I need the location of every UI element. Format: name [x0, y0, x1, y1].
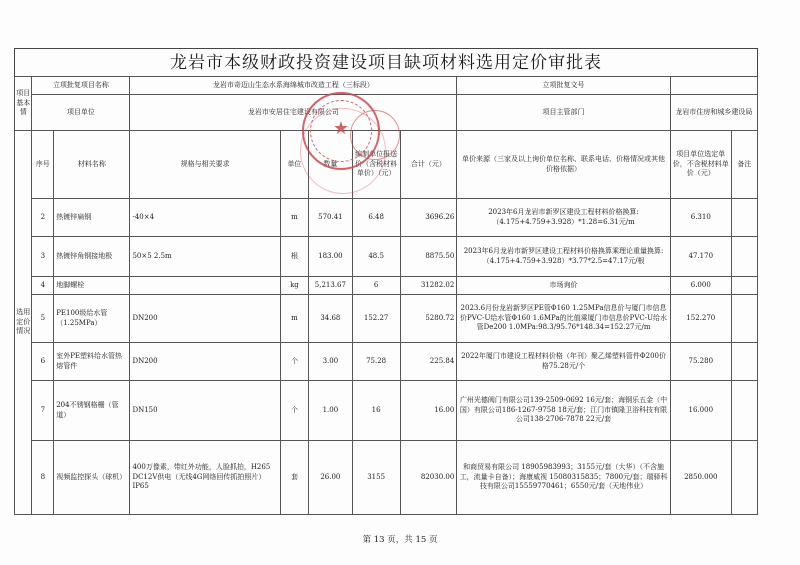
- row-source: 2023.6月份龙岩新罗区PE管Φ160 1.25MPa信息价与厦门市信息价PVC-U给水管Φ160 1.6MPa的比值乘厦门市信息价PVC-U给水管De200 1.0MPa:98.3/95.76*148.34=152.27元/m: [457, 295, 671, 343]
- row-spec: [130, 277, 280, 295]
- row-price: 48.5: [352, 237, 400, 277]
- project-name-label: 立项批复项目名称: [32, 77, 130, 95]
- row-seq: 3: [32, 237, 54, 277]
- approval-no-value: [670, 77, 757, 95]
- row-spec: 400万像素，带红外功能，人脸抓拍，H265 DC12V供电（无线4G网络回传抓拍照片）IP65: [130, 441, 280, 515]
- row-total: 5280.72: [400, 295, 457, 343]
- row-source: 2023年6月龙岩市新罗区建设工程材料价格换算乘理论重量换算:（4.175+4.759+3.928）*3.77*2.5=47.17元/根: [457, 237, 671, 277]
- row-remark: [731, 199, 757, 237]
- table-row: [15, 237, 758, 277]
- info-row-project: [15, 77, 758, 95]
- side-label-project: 项目 基本情: [15, 77, 32, 131]
- row-approved-price: 47.170: [670, 237, 731, 277]
- row-source: 市场询价: [457, 277, 671, 295]
- row-qty: 570.41: [309, 199, 353, 237]
- header-source: 单价来源（三家及以上询价单位名称、联系电话、价格情况或其他价格依据）: [457, 131, 671, 199]
- header-unit-price: 编制单位报送价（含税材料单价）（元）: [352, 131, 400, 199]
- side-label-approval: 选用定价情况: [15, 131, 32, 515]
- row-total: 31282.02: [400, 277, 457, 295]
- row-remark: [731, 237, 757, 277]
- row-price: 75.28: [352, 343, 400, 381]
- row-approved-price: 16.000: [670, 381, 731, 441]
- header-approved-price: 项目单位选定单价，不含税材料单价（元）: [670, 131, 731, 199]
- row-approved-price: 75.280: [670, 343, 731, 381]
- row-seq: 6: [32, 343, 54, 381]
- row-material-name: 地脚螺栓: [54, 277, 130, 295]
- row-unit: m: [280, 199, 308, 237]
- dept-label: 项目主管部门: [457, 95, 671, 131]
- table-row: [15, 277, 758, 295]
- row-price: 6.48: [352, 199, 400, 237]
- row-spec: DN200: [130, 295, 280, 343]
- table-row: [15, 199, 758, 237]
- table-row: [15, 295, 758, 343]
- row-approved-price: 6.310: [670, 199, 731, 237]
- row-approved-price: 2850.000: [670, 441, 731, 515]
- row-spec: DN150: [130, 381, 280, 441]
- row-source: 和商贸易有限公司 18905983993；3155元/套（大华）（不含施工，流量卡自备）；海康威视 15080315835；7800元/套；瑞驿科技有限公司15559770461；6550元/套（天地伟业）: [457, 441, 671, 515]
- page-footer: 第 13 页，共 15 页: [362, 535, 438, 545]
- row-seq: 7: [32, 381, 54, 441]
- red-seal-small: [350, 110, 400, 160]
- row-material-name: PE100级给水管（1.25MPa）: [54, 295, 130, 343]
- form-title: 龙岩市本级财政投资建设项目缺项材料选用定价审批表: [14, 48, 758, 76]
- header-spec: 规格与相关要求: [130, 131, 280, 199]
- row-qty: 3.00: [309, 343, 353, 381]
- row-unit: m: [280, 295, 308, 343]
- row-seq: 5: [32, 295, 54, 343]
- table-row: [15, 343, 758, 381]
- unit-label: 项目单位: [32, 95, 130, 131]
- row-price: 6: [352, 277, 400, 295]
- row-total: 225.84: [400, 343, 457, 381]
- unit-value: 龙岩市安居住宅建设有限公司: [130, 95, 457, 131]
- project-name-value: 龙岩市奇迈山生态水系海绵城市改造工程（三标段）: [130, 77, 457, 95]
- row-material-name: 204不锈钢格栅（管道）: [54, 381, 130, 441]
- row-price: 16: [352, 381, 400, 441]
- dept-value: 龙岩市住房和城乡建设局: [670, 95, 757, 131]
- header-remark: 备注: [731, 131, 757, 199]
- row-approved-price: 152.270: [670, 295, 731, 343]
- row-remark: [731, 441, 757, 515]
- row-material-name: 室外PE塑料给水管热熔管件: [54, 343, 130, 381]
- header-total: 合计（元）: [400, 131, 457, 199]
- row-material-name: 视频监控探头（球机）: [54, 441, 130, 515]
- row-seq: 8: [32, 441, 54, 515]
- row-total: 8875.50: [400, 237, 457, 277]
- row-qty: 1.00: [309, 381, 353, 441]
- header-name: 材料名称: [54, 131, 130, 199]
- row-approved-price: 6.000: [670, 277, 731, 295]
- row-qty: 5,213.67: [309, 277, 353, 295]
- header-qty: 数量: [309, 131, 353, 199]
- table-row: [15, 381, 758, 441]
- row-seq: 4: [32, 277, 54, 295]
- row-remark: [731, 343, 757, 381]
- row-price: 3155: [352, 441, 400, 515]
- row-unit: kg: [280, 277, 308, 295]
- table-row: [15, 441, 758, 515]
- row-source: 2022年厦门市建设工程材料价格（年刊）聚乙烯塑料管件Φ200价格75.28元/个: [457, 343, 671, 381]
- header-seq: 序号: [32, 131, 54, 199]
- row-total: 3696.26: [400, 199, 457, 237]
- row-unit: 个: [280, 343, 308, 381]
- row-seq: 2: [32, 199, 54, 237]
- row-source: 广州光德阀门有限公司139-2509-0692 16元/套；海钢乐五金（中国）有限公司186-1267-9758 18元/套；江门市镇隆卫浴科技有限公司138-2706-7878 22元/套: [457, 381, 671, 441]
- approval-no-label: 立项批复文号: [457, 77, 671, 95]
- row-material-name: 热镀锌角钢接地极: [54, 237, 130, 277]
- row-source: 2023年6月龙岩市新罗区建设工程材料价格换算:（4.175+4.759+3.928）*1.28=6.31元/m: [457, 199, 671, 237]
- row-remark: [731, 295, 757, 343]
- row-remark: [731, 381, 757, 441]
- row-total: 16.00: [400, 381, 457, 441]
- row-remark: [731, 277, 757, 295]
- row-spec: 50×5 2.5m: [130, 237, 280, 277]
- seal-star-icon: ★: [332, 118, 350, 139]
- row-spec: -40×4: [130, 199, 280, 237]
- row-qty: 183.00: [309, 237, 353, 277]
- row-material-name: 热镀锌扁钢: [54, 199, 130, 237]
- header-unit: 单位: [280, 131, 308, 199]
- row-unit: 个: [280, 381, 308, 441]
- row-qty: 26.00: [309, 441, 353, 515]
- row-total: 82030.00: [400, 441, 457, 515]
- row-qty: 34.68: [309, 295, 353, 343]
- row-price: 152.27: [352, 295, 400, 343]
- row-spec: DN200: [130, 343, 280, 381]
- row-unit: 套: [280, 441, 308, 515]
- row-unit: 根: [280, 237, 308, 277]
